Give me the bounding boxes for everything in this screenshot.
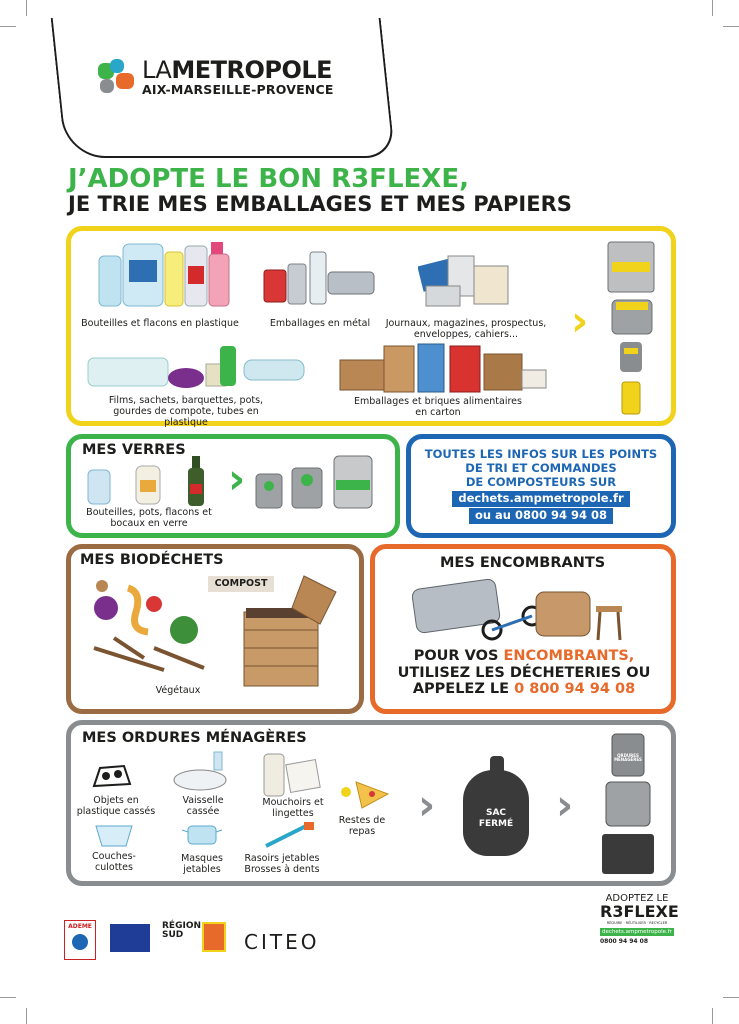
broken-dish-icon (172, 750, 232, 792)
ademe-logo-text: ADEME (68, 923, 92, 930)
encombrants-phone[interactable]: 0 800 94 94 08 (514, 681, 636, 698)
logo-title-bold: METROPOLE (171, 56, 333, 84)
broken-plastic-icon (90, 762, 134, 790)
infos-line2: DE TRI ET COMMANDES (465, 460, 617, 475)
crop-mark (26, 1008, 27, 1024)
papers-illustration (418, 252, 514, 310)
caption-broken-plastic: Objets en plastique cassés (76, 795, 156, 817)
ademe-logo (64, 920, 96, 960)
compost-label: COMPOST (208, 576, 274, 592)
crop-mark (26, 0, 27, 16)
razor-icon (262, 820, 316, 850)
bulky-items-illustration (412, 576, 630, 642)
metropole-logo (98, 58, 334, 97)
household-bin-label: ORDURES MÉNAGÈRES (614, 753, 642, 763)
cartons-illustration (338, 340, 548, 396)
logo-title-thin: LA (142, 56, 172, 84)
crop-mark (0, 26, 16, 27)
ordures-title: MES ORDURES MÉNAGÈRES (82, 730, 307, 746)
headline-line1: J’ADOPTE LE BON R3FLEXE, (68, 164, 469, 194)
caption-papers: Journaux, magazines, prospectus, enveloppes, cahiers... (385, 318, 547, 340)
caption-tissues: Mouchoirs et lingettes (262, 797, 324, 819)
composter-illustration (240, 572, 340, 690)
glass-bins-illustration (252, 454, 376, 512)
region-sud-logo (162, 922, 228, 956)
ordures-arrow-1-icon: › (418, 780, 436, 829)
glass-bottles-illustration (84, 456, 218, 508)
infos-website-link[interactable]: dechets.ampmetropole.fr (452, 491, 629, 507)
crop-mark (0, 997, 16, 998)
infos-text (418, 448, 664, 524)
caption-glass: Bouteilles, pots, flacons et bocaux en verre (86, 507, 212, 529)
crop-mark (712, 0, 713, 16)
crop-mark (723, 997, 739, 998)
r3-line1: ADOPTEZ LE (605, 893, 669, 904)
crop-mark (712, 1008, 713, 1024)
r3-sub: RÉDUIRE · RÉUTILISER · RECYCLER (606, 921, 668, 925)
encombrants-line1-pre: POUR VOS (413, 648, 504, 664)
region-line2: SUD (162, 930, 184, 940)
r3-line2: R3FLEXE (600, 902, 679, 921)
caption-plastic-bottles: Bouteilles et flacons en plastique (81, 318, 239, 329)
ordures-arrow-2-icon: › (556, 780, 574, 829)
r3-phone[interactable]: 0800 94 94 08 (600, 938, 649, 945)
caption-broken-dish: Vaisselle cassée (182, 795, 224, 817)
metropole-logo-icon (98, 59, 134, 95)
logo-subtitle: AIX-MARSEILLE-PROVENCE (142, 82, 334, 97)
tissues-icon (262, 752, 322, 798)
food-leftovers-icon (336, 778, 392, 812)
closed-bag-knot (490, 756, 504, 776)
plastic-bottles-illustration (95, 238, 235, 310)
caption-plastic-films: Films, sachets, barquettes, pots, gourdes de compote, tubes en plastique (108, 395, 264, 428)
caption-diapers: Couches-culottes (92, 851, 136, 873)
caption-razors: Rasoirs jetables Brosses à dents (244, 853, 320, 875)
eu-life-logo (110, 924, 150, 952)
r3-site[interactable]: dechets.ampmetropole.fr (600, 928, 674, 936)
caption-food-leftovers: Restes de repas (338, 815, 386, 837)
diapers-icon (94, 820, 134, 850)
plastic-films-illustration (86, 344, 310, 392)
verres-arrow-icon: › (228, 454, 246, 503)
crop-mark (723, 26, 739, 27)
biodechets-title: MES BIODÉCHETS (80, 552, 224, 568)
encombrants-line1-bold: ENCOMBRANTS, (503, 648, 635, 664)
food-scraps-illustration (84, 578, 220, 678)
region-line1: RÉGION (162, 921, 201, 931)
encombrants-text (374, 648, 674, 698)
verres-title: MES VERRES (82, 442, 186, 458)
encombrants-title: MES ENCOMBRANTS (440, 555, 606, 571)
caption-metal-packaging: Emballages en métal (269, 318, 371, 329)
encombrants-line2: UTILISEZ LES DÉCHETERIES OU (397, 664, 651, 681)
r3flexe-badge (600, 893, 679, 945)
yellow-bins-illustration (604, 238, 660, 418)
masks-icon (180, 822, 224, 848)
infos-line3: DE COMPOSTEURS SUR (465, 474, 617, 489)
caption-masks: Masques jetables (181, 853, 223, 875)
emballages-arrow-icon: › (571, 296, 589, 345)
infos-line1: TOUTES LES INFOS SUR LES POINTS (424, 447, 658, 461)
caption-cartons: Emballages et briques alimentaires en carton (354, 396, 522, 418)
metal-packaging-illustration (262, 250, 377, 308)
headline (68, 166, 572, 215)
encombrants-line3-pre: APPELEZ LE (412, 681, 515, 698)
citeo-logo: CITEO (244, 930, 320, 954)
closed-bag-label: SAC FERMÉ (478, 808, 514, 829)
infos-phone-link[interactable]: ou au 0800 94 94 08 (469, 508, 613, 524)
headline-line2: JE TRIE MES EMBALLAGES ET MES PAPIERS (68, 192, 572, 217)
caption-vegetaux: Végétaux (155, 685, 201, 696)
